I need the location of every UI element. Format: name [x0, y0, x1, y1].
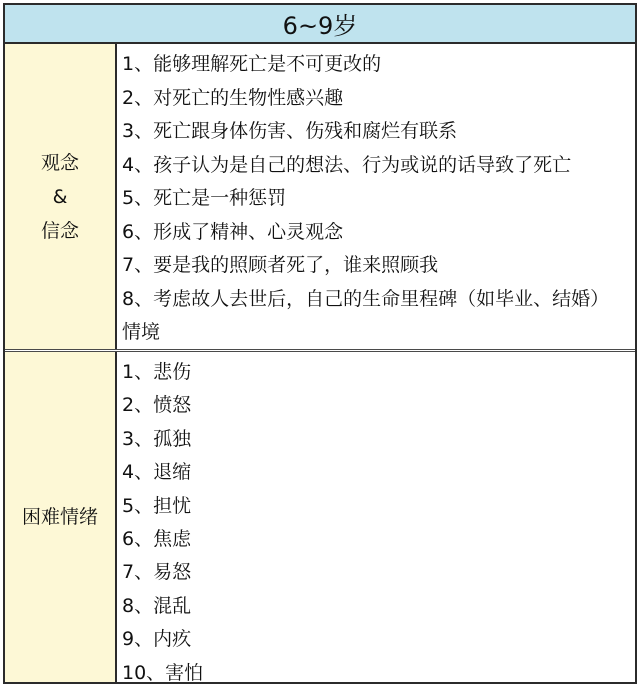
list-item: 1、悲伤 — [122, 361, 192, 383]
list-item: 8、考虑故人去世后，自己的生命里程碑（如毕业、结婚）情境 — [122, 287, 610, 343]
beliefs-label — [5, 44, 117, 349]
beliefs-label-line: 观念 — [40, 151, 79, 174]
list-item: 6、形成了精神、心灵观念 — [122, 220, 344, 243]
list-item: 3、死亡跟身体伤害、伤残和腐烂有联系 — [122, 120, 458, 142]
list-item: 6、焦虑 — [122, 528, 192, 551]
list-item: 1、能够理解死亡是不可更改的 — [122, 53, 382, 75]
list-item: 9、内疚 — [122, 628, 192, 651]
beliefs-label-line: 信念 — [40, 219, 79, 242]
list-item: 10、害怕 — [122, 661, 204, 684]
emotions-label: 困难情绪 — [5, 352, 117, 682]
list-item: 7、要是我的照顾者死了，谁来照顾我 — [122, 254, 439, 276]
list-item: 2、愤怒 — [122, 394, 192, 417]
list-item: 4、孩子认为是自己的想法、行为或说的话导致了死亡 — [122, 153, 572, 176]
list-item: 5、死亡是一种惩罚 — [122, 187, 287, 209]
emotions-section — [5, 352, 635, 682]
list-item: 7、易怒 — [122, 561, 192, 584]
beliefs-section — [5, 44, 635, 352]
list-item: 2、对死亡的生物性感兴趣 — [122, 86, 344, 109]
beliefs-label-line: & — [52, 185, 68, 208]
list-item: 3、孤独 — [122, 427, 192, 450]
table-title: 6~9岁 — [5, 5, 635, 44]
age-table — [3, 3, 637, 684]
beliefs-list — [117, 44, 635, 350]
list-item: 8、混乱 — [122, 594, 192, 617]
list-item: 5、担忧 — [122, 494, 192, 517]
list-item: 4、退缩 — [122, 461, 192, 484]
emotions-list — [117, 352, 635, 690]
